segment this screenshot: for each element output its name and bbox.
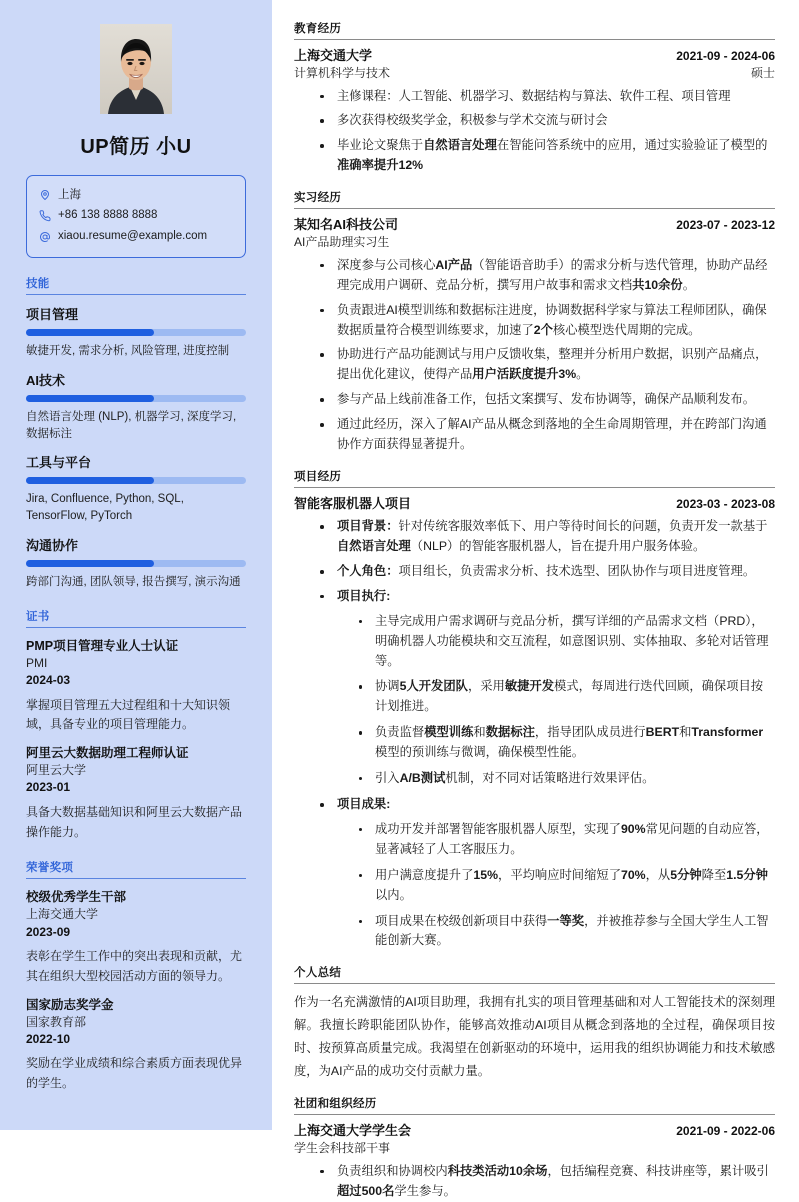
avatar	[100, 24, 172, 114]
club-bullets	[294, 1162, 775, 1202]
internship-bullets	[294, 256, 775, 455]
skill-bar-fill	[26, 395, 154, 402]
education-entry	[294, 47, 775, 176]
section-project	[294, 468, 775, 951]
internship-heading: 实习经历	[294, 189, 775, 209]
project-background-text: 针对传统客服效率低下、用户等待时间长的问题，负责开发一款基于自然语言处理（NLP）的智能客服机器人，旨在提升用户服务体验。	[337, 519, 768, 554]
project-execution-list	[337, 612, 775, 789]
list-item: 项目成果在校级创新项目中获得一等奖，并被推荐参与全国大学生人工智能创新大赛。	[355, 912, 775, 952]
list-item: 负责跟进AI模型训练和数据标注进度，协调数据科学家与算法工程师团队，确保数据质量符合模型训练要求，加速了2个核心模型迭代周期的完成。	[316, 301, 775, 341]
list-item: 主导完成用户需求调研与竞品分析，撰写详细的产品需求文档（PRD），明确机器人功能模块和交互流程，如意图识别、实体抽取、多轮对话管理等。	[355, 612, 775, 672]
certificate-date: 2024-03	[26, 673, 71, 688]
contact-location-value: 上海	[58, 188, 81, 201]
section-club	[294, 1095, 775, 1201]
phone-icon	[38, 210, 51, 223]
summary-text: 作为一名充满激情的AI项目助理，我拥有扎实的项目管理基础和对人工智能技术的深刻理解。我擅长跨职能团队协作，能够高效推动AI项目从概念到落地的全过程，确保项目按时、按预算高质量完成。我渴望在创新驱动的环境中，运用我的组织协调能力和技术敏感度，为AI产品的成功交付贡献力量。	[294, 995, 775, 1078]
project-role-text: 项目组长，负责需求分析、技术选型、团队协作与项目进度管理。	[398, 563, 756, 578]
skill-bar-fill	[26, 560, 154, 567]
list-item: 多次获得校级奖学金，积极参与学术交流与研讨会	[316, 111, 775, 131]
skill-item	[26, 304, 246, 360]
skill-name: AI技术	[26, 372, 66, 388]
contact-email-value: xiaou.resume@example.com	[58, 230, 208, 243]
project-execution-label: 项目执行:	[337, 588, 391, 603]
contact-email[interactable]	[38, 227, 234, 248]
section-summary	[294, 964, 775, 1082]
skill-bar-track	[26, 560, 246, 567]
certificate-desc: 具备大数据基础知识和阿里云大数据产品操作能力。	[26, 804, 243, 839]
skill-bar-track	[26, 477, 246, 484]
list-item: 深度参与公司核心AI产品（智能语音助手）的需求分析与迭代管理，协助产品经理完成用户调研、竞品分析，撰写用户故事和需求文档共10余份。	[316, 256, 775, 296]
project-heading: 项目经历	[294, 468, 775, 488]
list-item: 参与产品上线前准备工作，包括文案撰写、发布协调等，确保产品顺利发布。	[316, 390, 775, 410]
list-item: 负责组织和协调校内科技类活动10余场，包括编程竞赛、科技讲座等，累计吸引超过500名学生参与。	[316, 1162, 775, 1202]
skill-bar-track	[26, 395, 246, 402]
skill-bar-track	[26, 329, 246, 336]
certificate-item	[26, 638, 246, 735]
skill-name: 工具与平台	[26, 455, 92, 471]
skill-name: 沟通协作	[26, 537, 79, 553]
awards-heading: 荣誉奖项	[26, 859, 246, 879]
list-item-background	[316, 517, 775, 557]
sidebar-section-certificates	[26, 608, 246, 843]
education-heading: 教育经历	[294, 20, 775, 40]
skill-detail: 自然语言处理 (NLP), 机器学习, 深度学习, 数据标注	[26, 410, 237, 440]
award-desc: 奖励在学业成绩和综合素质方面表现优异的学生。	[26, 1056, 243, 1091]
education-degree: 硕士	[750, 66, 775, 81]
contact-phone-value: +86 138 8888 8888	[58, 209, 158, 222]
list-item-execution	[316, 587, 775, 789]
project-background-label: 项目背景：	[337, 519, 399, 534]
award-title: 校级优秀学生干部	[26, 890, 127, 905]
education-school: 上海交通大学	[294, 48, 373, 63]
club-role: 学生会科技部干事	[294, 1141, 391, 1156]
award-date: 2022-10	[26, 1031, 71, 1046]
education-major: 计算机科学与技术	[294, 66, 391, 81]
contact-phone[interactable]	[38, 206, 234, 227]
project-date: 2023-03 - 2023-08	[676, 496, 775, 511]
list-item: 用户满意度提升了15%，平均响应时间缩短了70%，从5分钟降至1.5分钟以内。	[355, 866, 775, 906]
internship-company: 某知名AI科技公司	[294, 217, 399, 233]
skill-name: 项目管理	[26, 307, 79, 323]
sidebar	[0, 0, 272, 1130]
project-role-label: 个人角色：	[337, 563, 399, 578]
club-org: 上海交通大学学生会	[294, 1123, 412, 1139]
internship-date: 2023-07 - 2023-12	[676, 218, 775, 233]
award-item	[26, 889, 246, 986]
award-org: 国家教育部	[26, 1014, 87, 1029]
club-entry	[294, 1122, 775, 1201]
project-title: 智能客服机器人项目	[294, 495, 412, 511]
skill-item	[26, 452, 246, 526]
list-item: 通过此经历，深入了解AI产品从概念到落地的全生命周期管理，并在跨部门沟通协作方面获得显著提升。	[316, 415, 775, 455]
skill-detail: 跨部门沟通, 团队领导, 报告撰写, 演示沟通	[26, 575, 241, 588]
award-item	[26, 997, 246, 1094]
award-org: 上海交通大学	[26, 907, 99, 922]
education-date: 2021-09 - 2024-06	[676, 49, 775, 63]
club-heading: 社团和组织经历	[294, 1095, 775, 1115]
certificate-desc: 掌握项目管理五大过程组和十大知识领域，具备专业的项目管理能力。	[26, 697, 231, 732]
skill-bar-fill	[26, 329, 154, 336]
list-item: 成功开发并部署智能客服机器人原型，实现了90%常见问题的自动应答，显著减轻了人工客服压力。	[355, 820, 775, 860]
section-education	[294, 20, 775, 176]
project-results-list	[337, 820, 775, 951]
internship-role: AI产品助理实习生	[294, 235, 390, 250]
list-item-role	[316, 562, 775, 582]
award-date: 2023-09	[26, 924, 71, 939]
skill-detail: 敏捷开发, 需求分析, 风险管理, 进度控制	[26, 345, 230, 358]
list-item: 引入A/B测试机制，对不同对话策略进行效果评估。	[355, 769, 775, 789]
section-internship	[294, 189, 775, 455]
certificate-title: PMP项目管理专业人士认证	[26, 638, 179, 653]
certificate-org: PMI	[26, 655, 48, 670]
list-item-results	[316, 795, 775, 951]
contact-location[interactable]	[38, 185, 234, 206]
list-item: 毕业论文聚焦于自然语言处理在智能问答系统中的应用，通过实验验证了模型的准确率提升12%	[316, 136, 775, 176]
project-entry	[294, 495, 775, 951]
photo-container	[26, 24, 246, 114]
education-bullets	[294, 87, 775, 177]
location-pin-icon	[38, 189, 51, 202]
skill-detail: Jira, Confluence, Python, SQL, TensorFlow, PyTorch	[26, 493, 184, 523]
award-title: 国家励志奖学金	[26, 997, 114, 1012]
internship-entry	[294, 216, 775, 455]
sidebar-section-awards	[26, 859, 246, 1094]
list-item: 主修课程：人工智能、机器学习、数据结构与算法、软件工程、项目管理	[316, 87, 775, 107]
skills-heading: 技能	[26, 275, 246, 295]
club-date: 2021-09 - 2022-06	[676, 1124, 775, 1139]
summary-heading: 个人总结	[294, 964, 775, 984]
project-results-label: 项目成果:	[337, 797, 391, 811]
person-name: UP简历 小U	[80, 136, 192, 158]
contact-box	[26, 175, 246, 258]
certificate-item	[26, 745, 246, 842]
main-content	[272, 0, 799, 1198]
list-item: 协调5人开发团队，采用敏捷开发模式，每周进行迭代回顾，确保项目按计划推进。	[355, 677, 775, 717]
sidebar-section-skills	[26, 275, 246, 591]
skill-item	[26, 370, 246, 444]
skill-item	[26, 535, 246, 591]
skill-bar-fill	[26, 477, 154, 484]
list-item: 协助进行产品功能测试与用户反馈收集，整理并分析用户数据，识别产品痛点，提出优化建议，使得产品用户活跃度提升3%。	[316, 345, 775, 385]
certificate-date: 2023-01	[26, 780, 71, 795]
email-at-icon	[38, 231, 51, 244]
certificate-org: 阿里云大学	[26, 763, 87, 778]
project-bullets	[294, 517, 775, 951]
list-item: 负责监督模型训练和数据标注，指导团队成员进行BERT和Transformer模型的预训练与微调，确保模型性能。	[355, 723, 775, 763]
award-desc: 表彰在学生工作中的突出表现和贡献，尤其在组织大型校园活动方面的领导力。	[26, 949, 243, 983]
certificates-heading: 证书	[26, 608, 246, 628]
certificate-title: 阿里云大数据助理工程师认证	[26, 746, 189, 761]
